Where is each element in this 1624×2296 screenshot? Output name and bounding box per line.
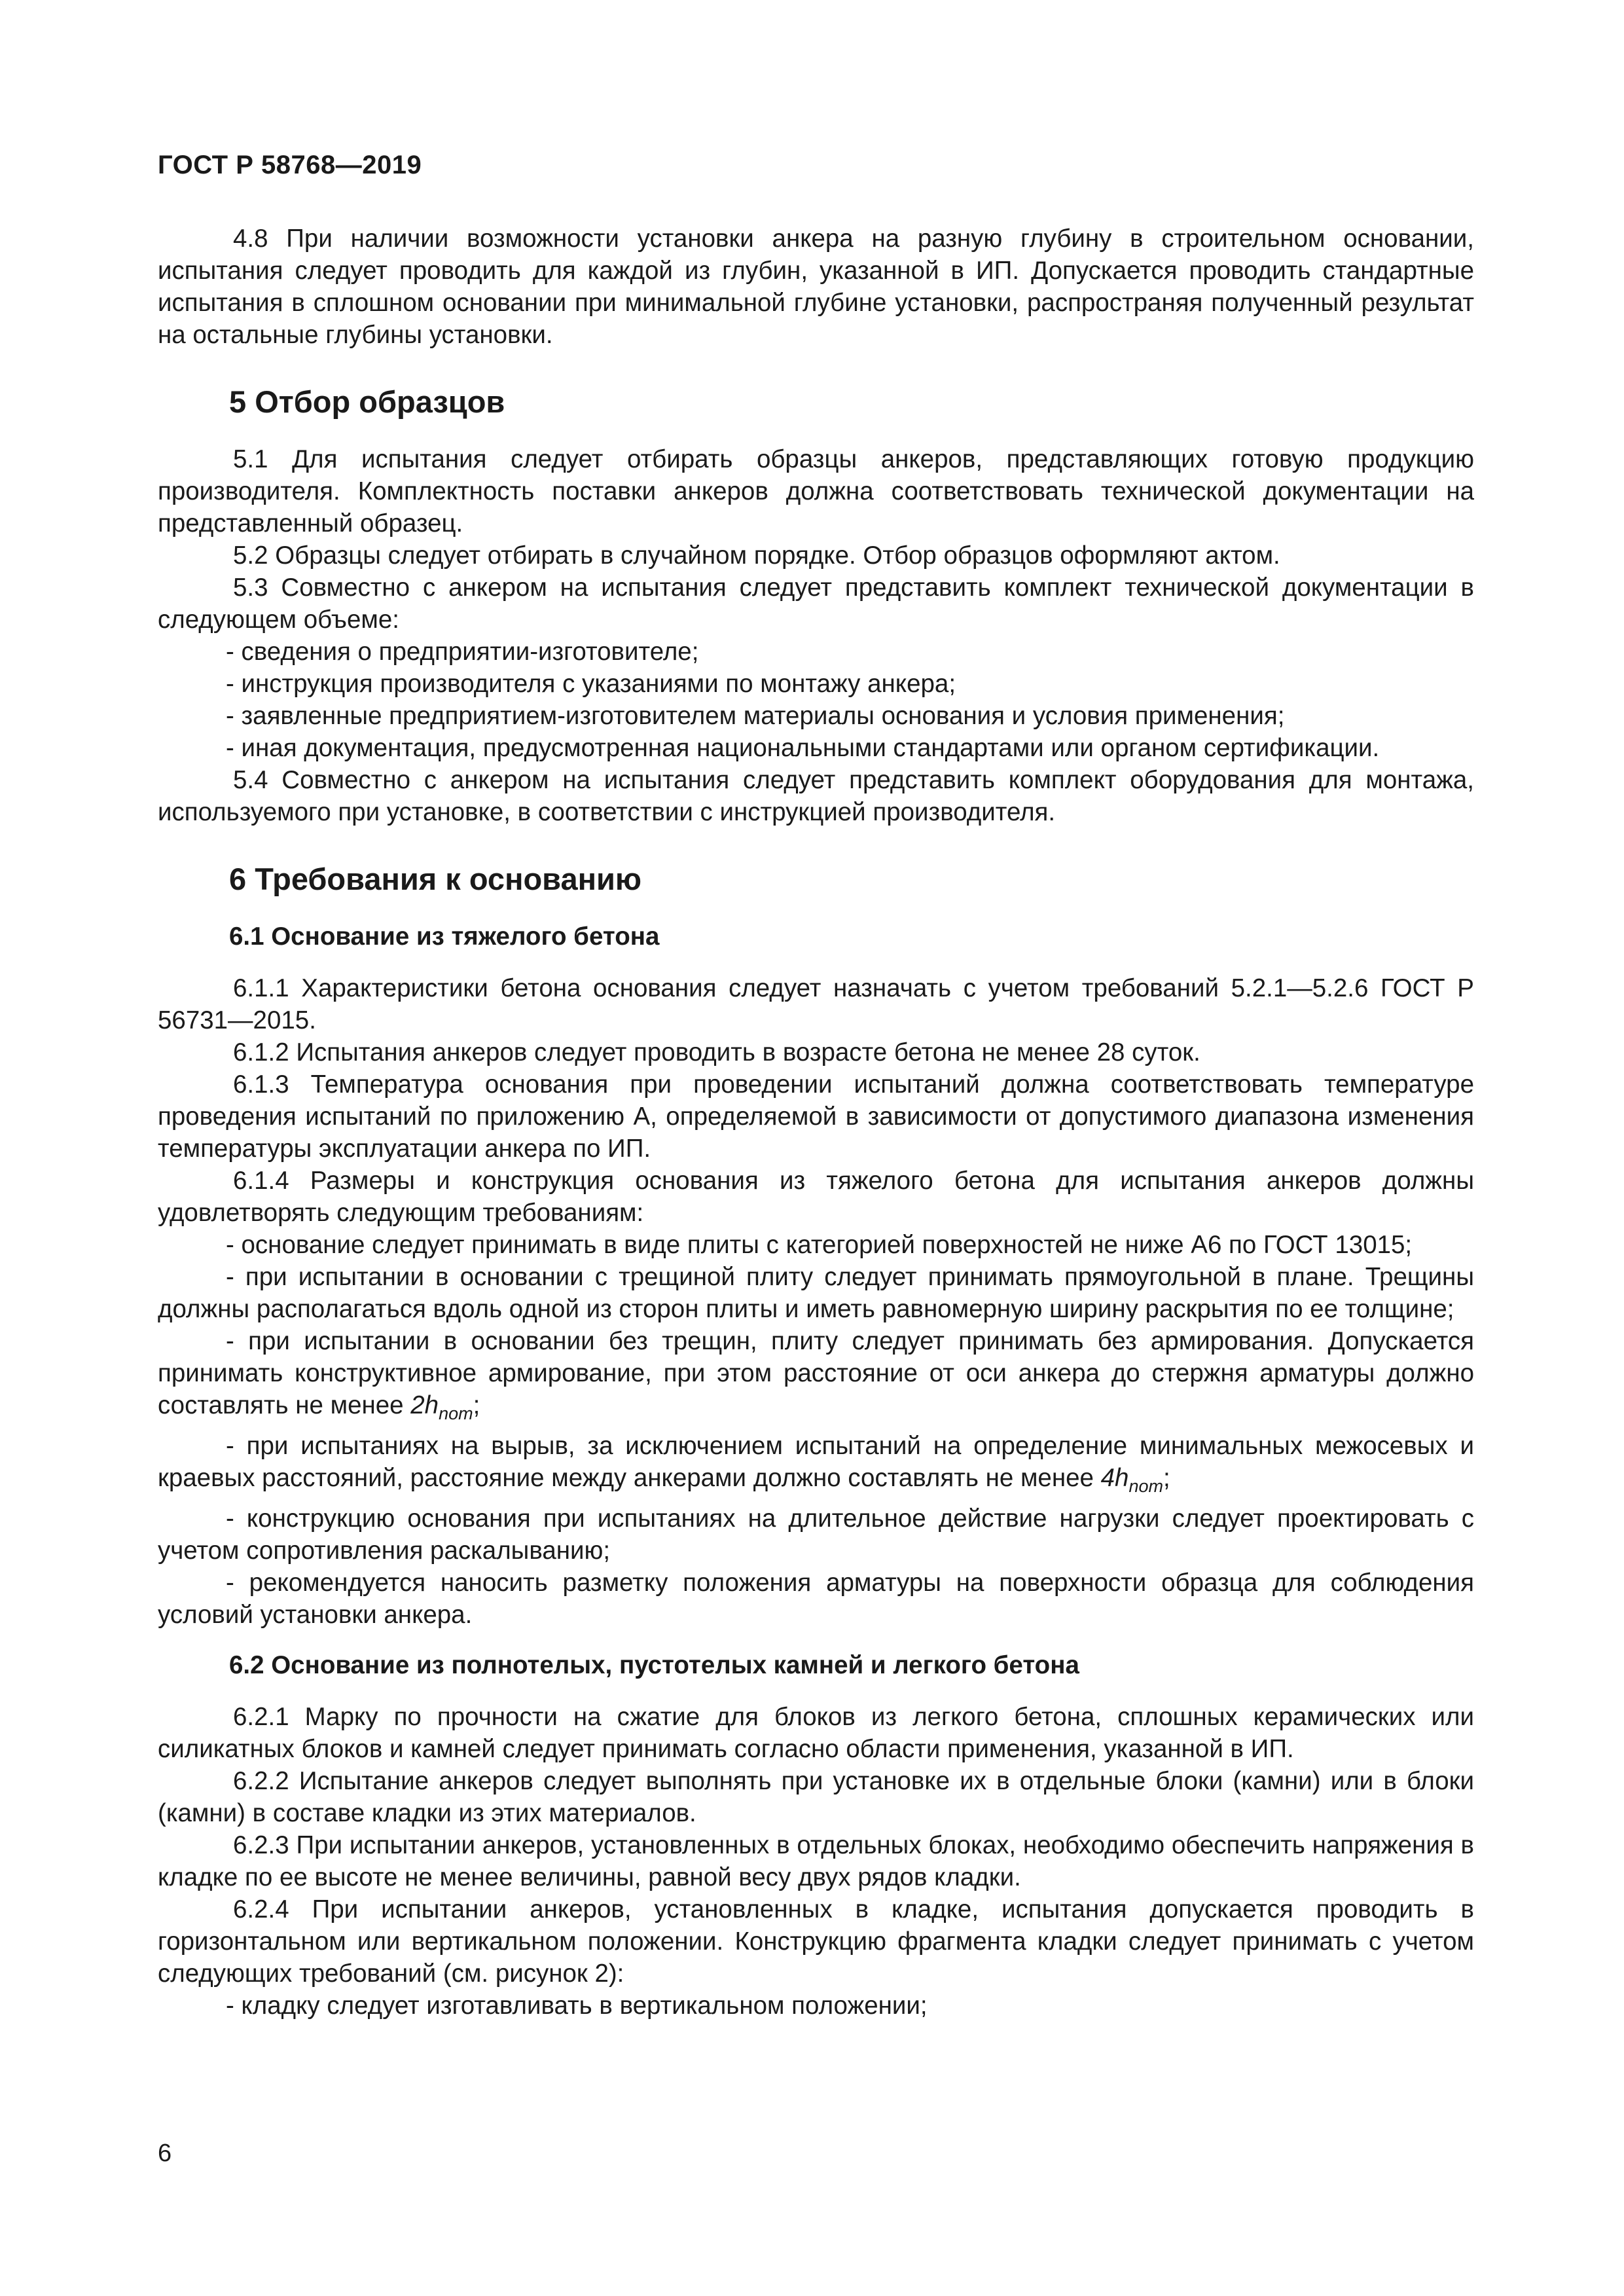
paragraph-6-1-2: 6.1.2 Испытания анкеров следует проводить в возрасте бетона не менее 28 суток. <box>233 1038 1200 1066</box>
list-item: - заявленные предприятием-изготовителем материалы основания и условия применения; <box>226 702 1285 730</box>
paragraph-4-8: 4.8 При наличии возможности установки анкера на разную глубину в строительном основании, испытания следует проводить для каждой из глубин, указанной в ИП. Допускается проводить стандартные испытания в сплошном основании при минимальной глубине установки, распространяя полученный результат на остальные глубины установки. <box>158 225 1474 349</box>
paragraph-5-3: 5.3 Совместно с анкером на испытания следует представить комплект технической документации в следующем объеме: <box>158 574 1474 634</box>
paragraph-6-1-1: 6.1.1 Характеристики бетона основания следует назначать с учетом требований 5.2.1—5.2.6 ГОСТ Р 56731—2015. <box>158 974 1474 1034</box>
page-number: 6 <box>158 2140 172 2167</box>
list-item: - иная документация, предусмотренная национальными стандартами или органом сертификации. <box>226 734 1380 762</box>
section-6-heading: 6 Требования к основанию <box>229 862 642 896</box>
list-item: - сведения о предприятии-изготовителе; <box>226 638 699 666</box>
document-body <box>158 223 1474 2022</box>
list-item: - рекомендуется наносить разметку положения арматуры на поверхности образца для соблюдения условий установки анкера. <box>158 1569 1474 1629</box>
subsection-6-2-heading: 6.2 Основание из полнотелых, пустотелых камней и легкого бетона <box>229 1651 1079 1679</box>
formula-end: ; <box>1163 1464 1170 1492</box>
list-item: - основание следует принимать в виде плиты с категорией поверхностей не ниже А6 по ГОСТ 13015; <box>226 1231 1413 1259</box>
paragraph-5-2: 5.2 Образцы следует отбирать в случайном порядке. Отбор образцов оформляют актом. <box>233 541 1280 570</box>
list-item-text: - при испытаниях на вырыв, за исключением испытаний на определение минимальных межосевых и краевых расстояний, расстояние между анкерами должно составлять не менее <box>158 1432 1474 1492</box>
list-item: - инструкция производителя с указаниями по монтажу анкера; <box>226 670 956 698</box>
list-item-text: - при испытании в основании без трещин, плиту следует принимать без армирования. Допускается принимать конструктивное армирование, при этом расстояние от оси анкера до стержня арматуры должно составлять не менее <box>158 1327 1474 1419</box>
formula-coef: 4h <box>1100 1464 1129 1492</box>
formula-2h-nom <box>410 1391 473 1423</box>
paragraph-6-2-4: 6.2.4 При испытании анкеров, установленных в кладке, испытания допускается проводить в горизонтальном или вертикальном положении. Конструкцию фрагмента кладки следует принимать с учетом следующих требований (см. рисунок 2): <box>158 1895 1474 1988</box>
paragraph-6-2-3: 6.2.3 При испытании анкеров, установленных в отдельных блоках, необходимо обеспечить напряжения в кладке по ее высоте не менее величины, равной весу двух рядов кладки. <box>158 1831 1474 1891</box>
list-item: - конструкцию основания при испытаниях на длительное действие нагрузки следует проектировать с учетом сопротивления раскалыванию; <box>158 1504 1474 1565</box>
list-item-with-formula <box>158 1430 1474 1503</box>
formula-end: ; <box>473 1391 480 1419</box>
paragraph-6-1-3: 6.1.3 Температура основания при проведении испытаний должна соответствовать температуре проведения испытаний по приложению А, определяемой в зависимости от допустимого диапазона изменения температуры эксплуатации анкера по ИП. <box>158 1070 1474 1163</box>
list-item: - при испытании в основании с трещиной плиту следует принимать прямоугольной в плане. Трещины должны располагаться вдоль одной из сторон плиты и иметь равномерную ширину раскрытия по ее толщине; <box>158 1263 1474 1323</box>
formula-coef: 2h <box>410 1391 439 1419</box>
paragraph-5-4: 5.4 Совместно с анкером на испытания следует представить комплект оборудования для монтажа, используемого при установке, в соответствии с инструкцией производителя. <box>158 766 1474 826</box>
subsection-6-1-heading: 6.1 Основание из тяжелого бетона <box>229 922 660 951</box>
paragraph-6-2-1: 6.2.1 Марку по прочности на сжатие для блоков из легкого бетона, сплошных керамических или силикатных блоков и камней следует принимать согласно области применения, указанной в ИП. <box>158 1703 1474 1763</box>
paragraph-6-2-2: 6.2.2 Испытание анкеров следует выполнять при установке их в отдельные блоки (камни) или в блоки (камни) в составе кладки из этих материалов. <box>158 1767 1474 1827</box>
list-item: - кладку следует изготавливать в вертикальном положении; <box>226 1992 928 2020</box>
section-5-heading: 5 Отбор образцов <box>229 384 505 419</box>
paragraph-5-1: 5.1 Для испытания следует отбирать образцы анкеров, представляющих готовую продукцию производителя. Комплектность поставки анкеров должна соответствовать технической документации на представленный образец. <box>158 445 1474 538</box>
paragraph-6-1-4: 6.1.4 Размеры и конструкция основания из тяжелого бетона для испытания анкеров должны удовлетворять следующим требованиям: <box>158 1167 1474 1227</box>
document-header: ГОСТ Р 58768—2019 <box>158 151 422 179</box>
formula-4h-nom <box>1100 1464 1163 1496</box>
formula-subscript: nom <box>1128 1476 1163 1496</box>
list-item-with-formula <box>158 1325 1474 1430</box>
formula-subscript: nom <box>439 1404 473 1423</box>
